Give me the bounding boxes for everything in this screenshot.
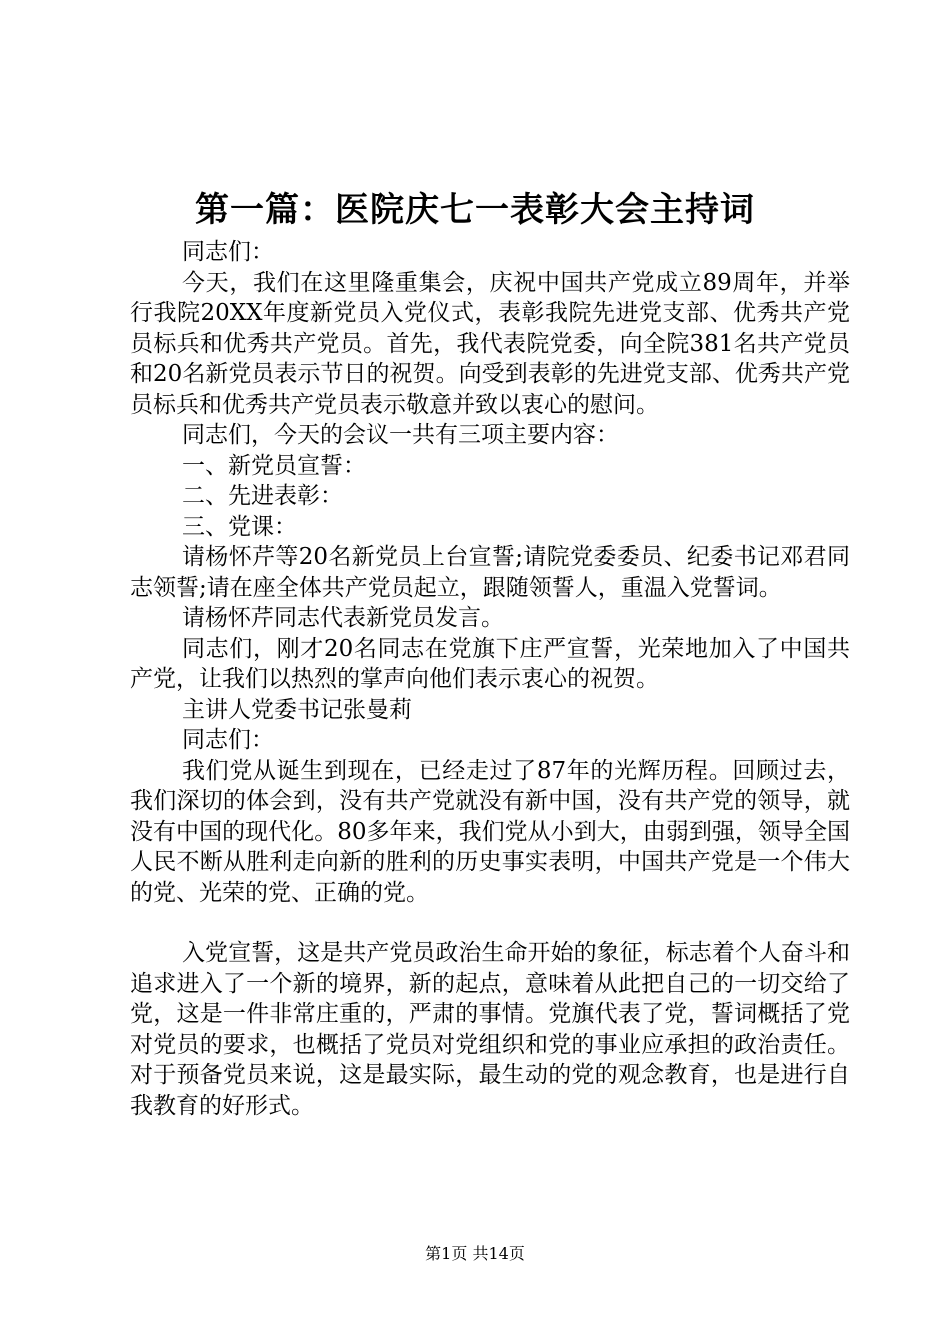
page-total: 共14页 — [472, 1244, 525, 1263]
agenda-item-3: 三、党课： — [182, 513, 297, 540]
page-number: 第1页 — [425, 1244, 468, 1263]
paragraph-speaker: 主讲人党委书记张曼莉 — [182, 696, 412, 723]
agenda-item-2: 二、先进表彰： — [182, 483, 343, 509]
paragraph-speech-invitation: 请杨怀芹同志代表新党员发言。 — [182, 605, 504, 631]
paragraph-history: 我们党从诞生到现在，已经走过了87年的光辉历程。回顾过去，我们深切的体会到，没有共产党就没有新中国，没有共产党的领导，就没有中国的现代化。80多年来，我们党从小到大，由弱到强，领导全国人民不断从胜利走向新的胜利的历史事实表明，中国共产党是一个伟大的党、光荣的党、正确的党。 — [130, 757, 850, 906]
paragraph-oath-instruction: 请杨怀芹等20名新党员上台宣誓;请院党委委员、纪委书记邓君同志领誓;请在座全体共产党员起立，跟随领誓人，重温入党誓词。 — [130, 544, 850, 601]
agenda-item-1: 一、新党员宣誓： — [182, 452, 366, 479]
paragraph-congratulation: 同志们，刚才20名同志在党旗下庄严宣誓，光荣地加入了中国共产党，让我们以热烈的掌声向他们表示衷心的祝贺。 — [130, 635, 850, 692]
document-title: 第一篇：医院庆七一表彰大会主持词 — [195, 190, 755, 230]
page-footer — [0, 1243, 950, 1265]
paragraph-oath-meaning: 入党宣誓，这是共产党员政治生命开始的象征，标志着个人奋斗和追求进入了一个新的境界，新的起点，意味着从此把自己的一切交给了党，这是一件非常庄重的，严肃的事情。党旗代表了党，誓词概括了党对党员的要求，也概括了党员对党组织和党的事业应承担的政治责任。对于预备党员来说，这是最实际，最生动的党的观念教育，也是进行自我教育的好形式。 — [130, 940, 850, 1119]
document-body — [130, 237, 850, 1121]
paragraph-agenda-intro: 同志们，今天的会议一共有三项主要内容： — [182, 422, 619, 448]
paragraph-greeting: 同志们： — [182, 239, 274, 265]
paragraph-greeting-2: 同志们： — [182, 727, 274, 753]
paragraph-opening: 今天，我们在这里隆重集会，庆祝中国共产党成立89周年，并举行我院20XX年度新党员入党仪式，表彰我院先进党支部、优秀共产党员标兵和优秀共产党员。首先，我代表院党委，向全院381名共产党员和20名新党员表示节日的祝贺。向受到表彰的先进党支部、优秀共产党员标兵和优秀共产党员表示敬意并致以衷心的慰问。 — [130, 269, 850, 418]
